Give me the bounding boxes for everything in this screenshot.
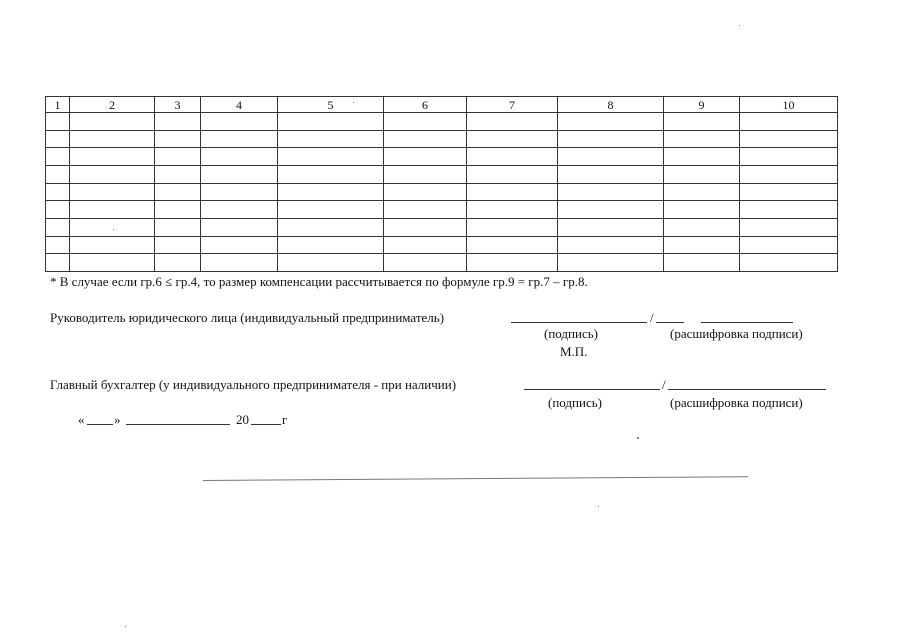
table-cell[interactable] — [558, 165, 664, 183]
table-row — [46, 201, 838, 219]
director-decode-caption: (расшифровка подписи) — [670, 326, 803, 341]
table-cell[interactable] — [46, 254, 70, 272]
table-cell[interactable] — [664, 183, 740, 201]
scan-speck — [113, 229, 114, 230]
table-cell[interactable] — [384, 130, 467, 148]
table-cell[interactable] — [740, 254, 838, 272]
table-cell[interactable] — [467, 165, 558, 183]
table-cell[interactable] — [664, 254, 740, 272]
table-cell[interactable] — [740, 148, 838, 166]
table-cell[interactable] — [278, 148, 384, 166]
table-cell[interactable] — [155, 183, 201, 201]
column-header: 8 — [558, 97, 664, 113]
table-cell[interactable] — [558, 148, 664, 166]
table-cell[interactable] — [201, 201, 278, 219]
table-row — [46, 218, 838, 236]
table-cell[interactable] — [201, 165, 278, 183]
table-cell[interactable] — [70, 254, 155, 272]
table-cell[interactable] — [46, 148, 70, 166]
table-cell[interactable] — [664, 218, 740, 236]
column-header: 3 — [155, 97, 201, 113]
table-cell[interactable] — [46, 130, 70, 148]
table-cell[interactable] — [201, 130, 278, 148]
table-cell[interactable] — [467, 148, 558, 166]
table-cell[interactable] — [740, 201, 838, 219]
scan-speck — [598, 506, 599, 507]
table-cell[interactable] — [467, 183, 558, 201]
table-cell[interactable] — [467, 218, 558, 236]
table-cell[interactable] — [664, 201, 740, 219]
table-cell[interactable] — [278, 130, 384, 148]
table-cell[interactable] — [155, 218, 201, 236]
table-cell[interactable] — [46, 113, 70, 131]
table-cell[interactable] — [201, 148, 278, 166]
column-header: 7 — [467, 97, 558, 113]
table-row — [46, 113, 838, 131]
table-cell[interactable] — [740, 183, 838, 201]
table-cell[interactable] — [70, 236, 155, 254]
director-slash: / — [650, 310, 654, 325]
table-cell[interactable] — [155, 236, 201, 254]
table-cell[interactable] — [46, 218, 70, 236]
table-cell[interactable] — [384, 201, 467, 219]
table-cell[interactable] — [740, 236, 838, 254]
table-cell[interactable] — [740, 165, 838, 183]
table-cell[interactable] — [155, 201, 201, 219]
table-cell[interactable] — [46, 165, 70, 183]
column-header: 6 — [384, 97, 467, 113]
scan-speck — [353, 102, 354, 103]
date-year-suffix: г — [282, 412, 288, 427]
table-cell[interactable] — [664, 236, 740, 254]
table-cell[interactable] — [664, 165, 740, 183]
table-cell[interactable] — [70, 218, 155, 236]
table-cell[interactable] — [384, 165, 467, 183]
director-signature-line[interactable] — [511, 322, 647, 323]
table-header-row — [46, 97, 838, 113]
table-cell[interactable] — [155, 254, 201, 272]
table-cell[interactable] — [70, 201, 155, 219]
column-header: 4 — [201, 97, 278, 113]
date-close-quote: » — [114, 412, 121, 427]
table-cell[interactable] — [155, 130, 201, 148]
table-cell[interactable] — [201, 113, 278, 131]
table-cell[interactable] — [558, 201, 664, 219]
table-cell[interactable] — [278, 165, 384, 183]
date-open-quote: « — [78, 412, 85, 427]
table-cell[interactable] — [155, 148, 201, 166]
table-cell[interactable] — [384, 183, 467, 201]
table-row — [46, 236, 838, 254]
table-cell[interactable] — [664, 130, 740, 148]
column-header: 2 — [70, 97, 155, 113]
table-cell[interactable] — [46, 236, 70, 254]
table-cell[interactable] — [70, 148, 155, 166]
table-cell[interactable] — [467, 113, 558, 131]
director-short-line[interactable] — [656, 322, 684, 323]
accountant-label: Главный бухгалтер (у индивидуального предпринимателя - при наличии) — [50, 377, 457, 392]
scan-speck — [125, 626, 126, 627]
stamp-label: М.П. — [560, 344, 588, 359]
table-cell[interactable] — [278, 236, 384, 254]
table-cell[interactable] — [384, 218, 467, 236]
column-header: 1 — [46, 97, 70, 113]
accountant-slash: / — [662, 377, 666, 392]
date-year-line[interactable] — [251, 424, 281, 425]
table-cell[interactable] — [155, 113, 201, 131]
table-cell[interactable] — [467, 130, 558, 148]
table-cell[interactable] — [558, 254, 664, 272]
table-cell[interactable] — [467, 254, 558, 272]
table-cell[interactable] — [384, 254, 467, 272]
table-row — [46, 148, 838, 166]
table-cell[interactable] — [467, 201, 558, 219]
table-cell[interactable] — [201, 254, 278, 272]
column-header: 5 — [278, 97, 384, 113]
scan-speck — [739, 25, 740, 26]
table-cell[interactable] — [155, 165, 201, 183]
table-row — [46, 130, 838, 148]
date-year-prefix: 20 — [236, 412, 249, 427]
date-day-line[interactable] — [87, 424, 113, 425]
director-label: Руководитель юридического лица (индивидуальный предприниматель) — [50, 310, 445, 325]
table-cell[interactable] — [558, 113, 664, 131]
scan-speck — [637, 437, 639, 439]
footnote: * В случае если гр.6 ≤ гр.4, то размер компенсации рассчитывается по формуле гр.9 = гр.7 – гр.8. — [50, 274, 588, 289]
table-cell[interactable] — [278, 218, 384, 236]
table-cell[interactable] — [278, 183, 384, 201]
table-cell[interactable] — [384, 113, 467, 131]
table-cell[interactable] — [558, 130, 664, 148]
table-cell[interactable] — [664, 113, 740, 131]
column-header: 10 — [740, 97, 838, 113]
table-cell[interactable] — [384, 148, 467, 166]
table-cell[interactable] — [46, 183, 70, 201]
table-cell[interactable] — [70, 183, 155, 201]
date-month-line[interactable] — [126, 424, 230, 425]
table-cell[interactable] — [740, 113, 838, 131]
table-cell[interactable] — [384, 236, 467, 254]
accountant-decode-line[interactable] — [668, 389, 826, 390]
table-cell[interactable] — [201, 183, 278, 201]
accountant-signature-caption: (подпись) — [548, 395, 602, 410]
table-cell[interactable] — [70, 130, 155, 148]
table-cell[interactable] — [467, 236, 558, 254]
accountant-decode-caption: (расшифровка подписи) — [670, 395, 803, 410]
table-cell[interactable] — [740, 130, 838, 148]
bottom-rule — [203, 476, 748, 481]
table-cell[interactable] — [70, 113, 155, 131]
table-cell[interactable] — [278, 254, 384, 272]
table-cell[interactable] — [558, 218, 664, 236]
director-signature-caption: (подпись) — [544, 326, 598, 341]
table-cell[interactable] — [46, 201, 70, 219]
table-cell[interactable] — [558, 236, 664, 254]
director-decode-line[interactable] — [701, 322, 793, 323]
table-cell[interactable] — [278, 113, 384, 131]
table-row — [46, 254, 838, 272]
table-cell[interactable] — [558, 183, 664, 201]
table-row — [46, 165, 838, 183]
table-cell[interactable] — [201, 236, 278, 254]
table-body — [46, 113, 838, 272]
table-cell[interactable] — [740, 218, 838, 236]
table-cell[interactable] — [664, 148, 740, 166]
table-cell[interactable] — [201, 218, 278, 236]
table-cell[interactable] — [70, 165, 155, 183]
column-header: 9 — [664, 97, 740, 113]
accountant-signature-line[interactable] — [524, 389, 660, 390]
compensation-table — [45, 96, 838, 272]
table-row — [46, 183, 838, 201]
table-cell[interactable] — [278, 201, 384, 219]
